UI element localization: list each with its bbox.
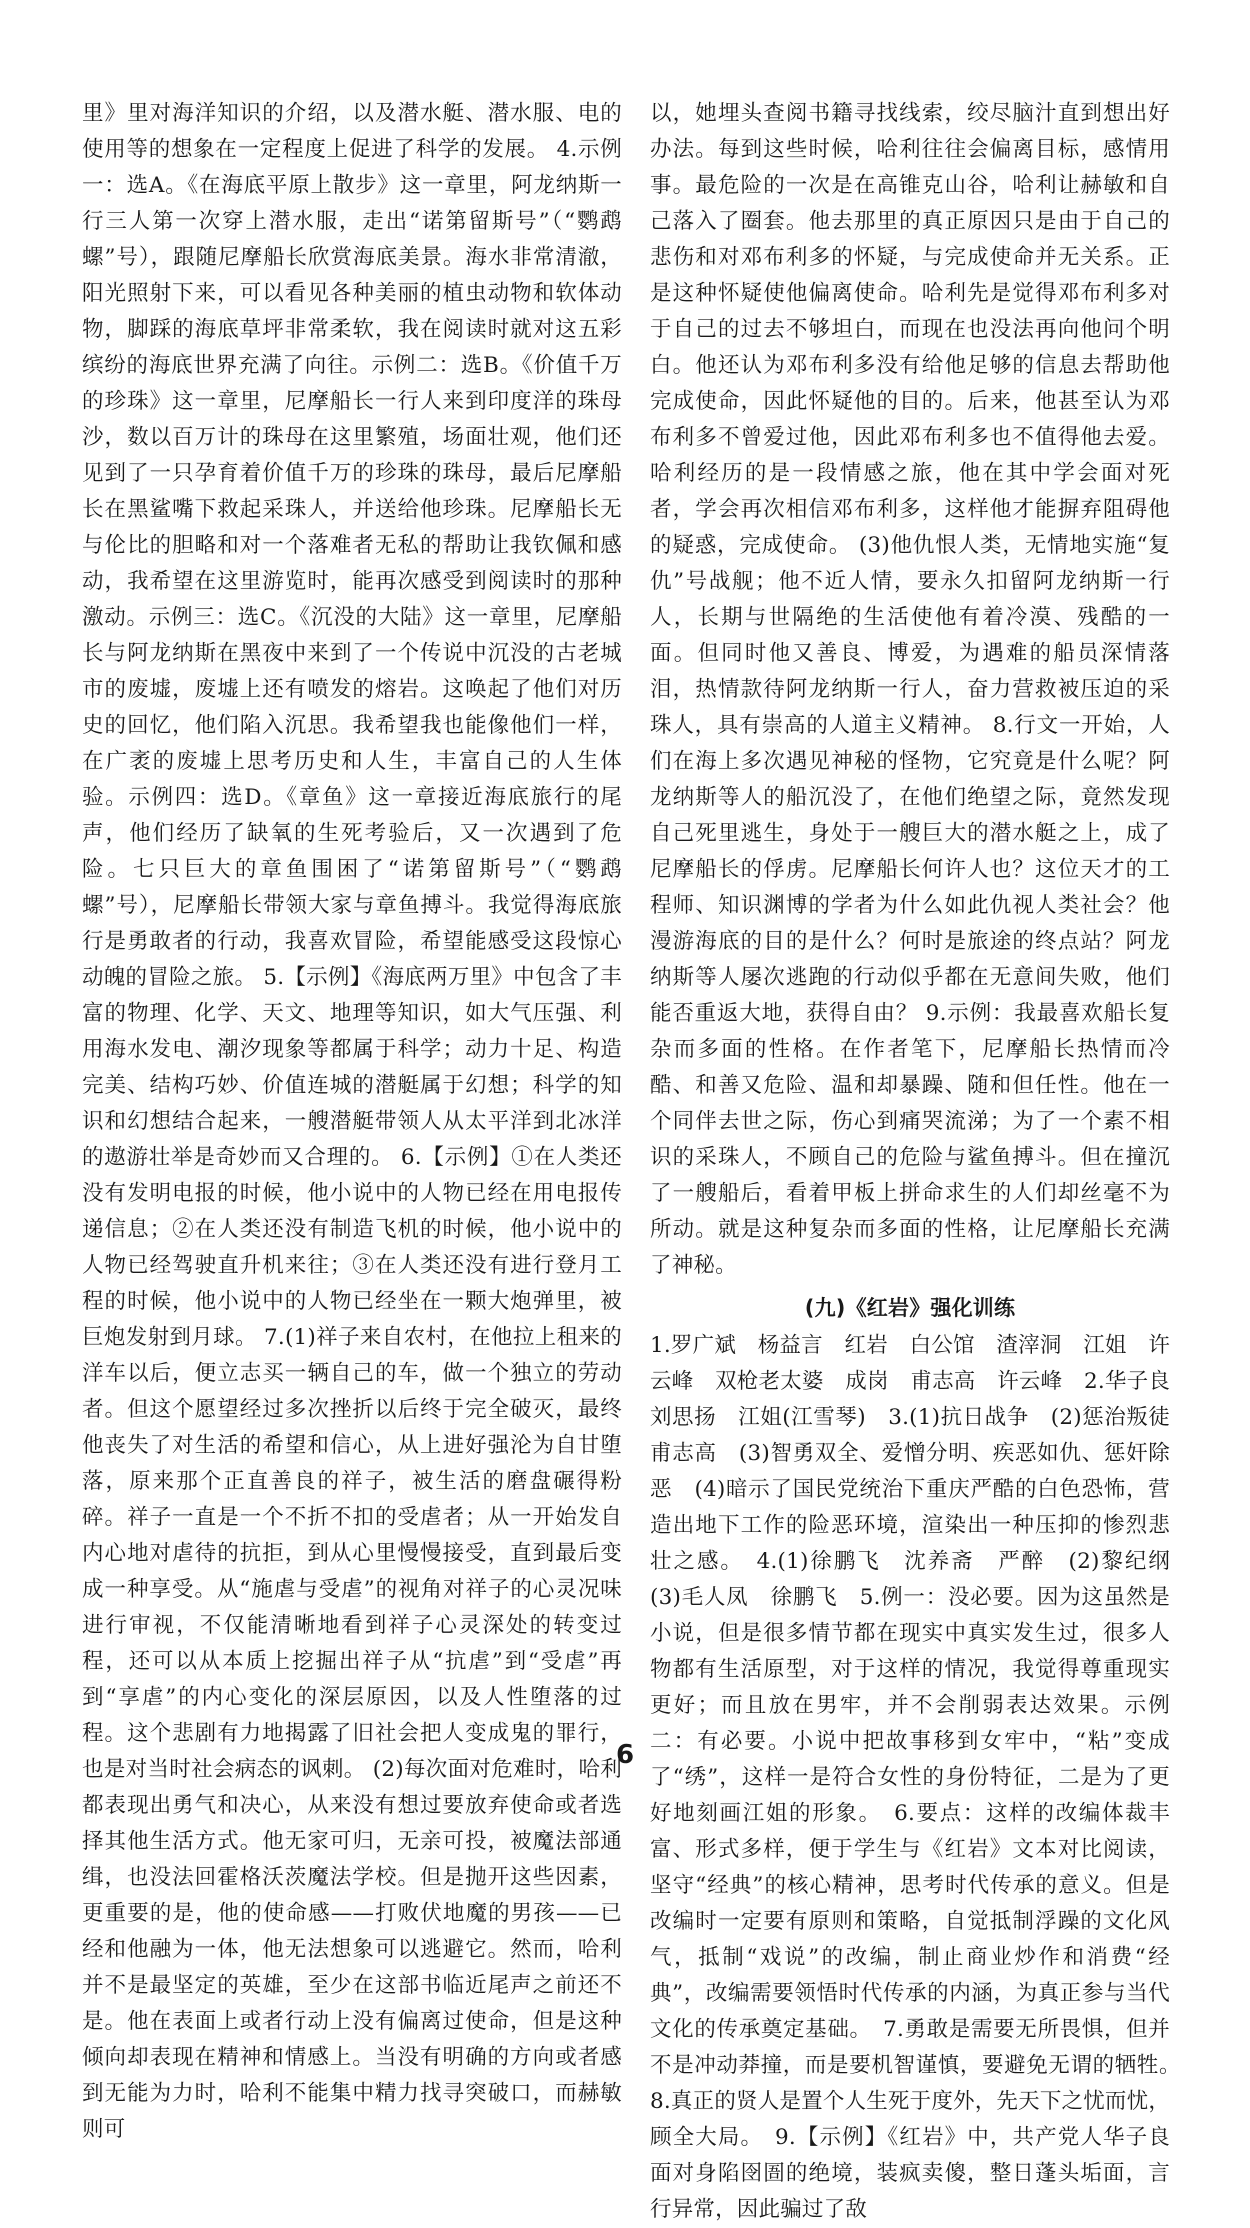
left-column-text: 里》里对海洋知识的介绍，以及潜水艇、潜水服、电的使用等的想象在一定程度上促进了科学的发展。 4.示例一：选A。《在海底平原上散步》这一章里，阿龙纳斯一行三人第一次穿上潜水服，走出“诺第留斯号”（“鹦鹉螺”号），跟随尼摩船长欣赏海底美景。海水非常清澈，阳光照射下来，可以看见各种美丽的植虫动物和软体动物，脚踩的海底草坪非常柔软，我在阅读时就对这五彩缤纷的海底世界充满了向往。示例二：选B。《价值千万的珍珠》这一章里，尼摩船长一行人来到印度洋的珠母沙，数以百万计的珠母在这里繁殖，场面壮观，他们还见到了一只孕育着价值千万的珍珠的珠母，最后尼摩船长在黑鲨嘴下救起采珠人，并送给他珍珠。尼摩船长无与伦比的胆略和对一个落难者无私的帮助让我钦佩和感动，我希望在这里游览时，能再次感受到阅读时的那种激动。示例三：选C。《沉没的大陆》这一章里，尼摩船长与阿龙纳斯在黑夜中来到了一个传说中沉没的古老城市的废墟，废墟上还有喷发的熔岩。这唤起了他们对历史的回忆，他们陷入沉思。我希望我也能像他们一样，在广袤的废墟上思考历史和人生，丰富自己的人生体验。示例四：选D。《章鱼》这一章接近海底旅行的尾声，他们经历了缺氧的生死考验后，又一次遇到了危险。七只巨大的章鱼围困了“诺第留斯号”（“鹦鹉螺”号），尼摩船长带领大家与章鱼搏斗。我觉得海底旅行是勇敢者的行动，我喜欢冒险，希望能感受这段惊心动魄的冒险之旅。 5.【示例】《海底两万里》中包含了丰富的物理、化学、天文、地理等知识，如大气压强、利用海水发电、潮汐现象等都属于科学；动力十足、构造完美、结构巧妙、价值连城的潜艇属于幻想；科学的知识和幻想结合起来，一艘潜艇带领人从太平洋到北冰洋的遨游壮举是奇妙而又合理的。 6.【示例】①在人类还没有发明电报的时候，他小说中的人物已经在用电报传递信息；②在人类还没有制造飞机的时候，他小说中的人物已经驾驶直升机来往；③在人类还没有进行登月工程的时候，他小说中的人物已经坐在一颗大炮弹里，被巨炮发射到月球。 7.(1)祥子来自农村，在他拉上租来的洋车以后，便立志买一辆自己的车，做一个独立的劳动者。但这个愿望经过多次挫折以后终于完全破灭，最终他丧失了对生活的希望和信心，从上进好强沦为自甘堕落，原来那个正直善良的祥子，被生活的磨盘碾得粉碎。祥子一直是一个不折不扣的受虐者；从一开始发自内心地对虐待的抗拒，到从心里慢慢接受，直到最后变成一种享受。从“施虐与受虐”的视角对祥子的心灵况味进行审视，不仅能清晰地看到祥子心灵深处的转变过程，还可以从本质上挖掘出祥子从“抗虐”到“受虐”再到“享虐”的内心变化的深层原因，以及人性堕落的过程。这个悲剧有力地揭露了旧社会把人变成鬼的罪行，也是对当时社会病态的讽刺。 (2)每次面对危难时，哈利都表现出勇气和决心，从来没有想过要放弃使命或者选择其他生活方式。他无家可归，无亲可投，被魔法部通缉，也没法回霍格沃茨魔法学校。但是抛开这些因素，更重要的是，他的使命感——打败伏地魔的男孩——已经和他融为一体，他无法想象可以逃避它。然而，哈利并不是最坚定的英雄，至少在这部书临近尾声之前还不是。他在表面上或者行动上没有偏离过使命，但是这种倾向却表现在精神和情感上。当没有明确的方向或者感到无能为力时，哈利不能集中精力找寻突破口，而赫敏则可: [82, 101, 622, 2142]
right-column: [650, 96, 1192, 2228]
right-column-text-before: 以，她埋头查阅书籍寻找线索，绞尽脑汁直到想出好办法。每到这些时候，哈利往往会偏离目标，感情用事。最危险的一次是在高锥克山谷，哈利让赫敏和自己落入了圈套。他去那里的真正原因只是由于自己的悲伤和对邓布利多的怀疑，与完成使命并无关系。正是这种怀疑使他偏离使命。哈利先是觉得邓布利多对于自己的过去不够坦白，而现在也没法再向他问个明白。他还认为邓布利多没有给他足够的信息去帮助他完成使命，因此怀疑他的目的。后来，他甚至认为邓布利多不曾爱过他，因此邓布利多也不值得他去爱。哈利经历的是一段情感之旅，他在其中学会面对死者，学会再次相信邓布利多，这样他才能摒弃阻碍他的疑惑，完成使命。 (3)他仇恨人类，无情地实施“复仇”号战舰；他不近人情，要永久扣留阿龙纳斯一行人，长期与世隔绝的生活使他有着冷漠、残酷的一面。但同时他又善良、博爱，为遇难的船员深情落泪，热情款待阿龙纳斯一行人，奋力营救被压迫的采珠人，具有崇高的人道主义精神。 8.行文一开始，人们在海上多次遇见神秘的怪物，它究竟是什么呢？阿龙纳斯等人的船沉没了，在他们绝望之际，竟然发现自己死里逃生，身处于一艘巨大的潜水艇之上，成了尼摩船长的俘虏。尼摩船长何许人也？这位天才的工程师、知识渊博的学者为什么如此仇视人类社会？他漫游海底的目的是什么？何时是旅途的终点站？阿龙纳斯等人屡次逃跑的行动似乎都在无意间失败，他们能否重返大地，获得自由？ 9.示例：我最喜欢船长复杂而多面的性格。在作者笔下，尼摩船长热情而冷酷、和善又危险、温和却暴躁、随和但任性。他在一个同伴去世之际，伤心到痛哭流涕；为了一个素不相识的采珠人，不顾自己的危险与鲨鱼搏斗。但在撞沉了一艘船后，看着甲板上拼命求生的人们却丝毫不为所动。就是这种复杂而多面的性格，让尼摩船长充满了神秘。: [650, 101, 1170, 1278]
right-column-text-after: 1.罗广斌 杨益言 红岩 白公馆 渣滓洞 江姐 许云峰 双枪老太婆 成岗 甫志高 许云峰 2.华子良 刘思扬 江姐(江雪琴) 3.(1)抗日战争 (2)惩治叛徒甫志高 (3)智勇双全、爱憎分明、疾恶如仇、惩奸除恶 (4)暗示了国民党统治下重庆严酷的白色恐怖，营造出地下工作的险恶环境，渲染出一种压抑的惨烈悲壮之感。 4.(1)徐鹏飞 沈养斋 严醉 (2)黎纪纲 (3)毛人凤 徐鹏飞 5.例一：没必要。因为这虽然是小说，但是很多情节都在现实中真实发生过，很多人物都有生活原型，对于这样的情况，我觉得尊重现实更好；而且放在男牢，并不会削弱表达效果。示例二：有必要。小说中把故事移到女牢中，“粘”变成了“绣”，这样一是符合女性的身份特征，二是为了更好地刻画江姐的形象。 6.要点：这样的改编体裁丰富、形式多样，便于学生与《红岩》文本对比阅读，坚守“经典”的核心精神，思考时代传承的意义。但是改编时一定要有原则和策略，自觉抵制浮躁的文化风气，抵制“戏说”的改编，制止商业炒作和消费“经典”，改编需要领悟时代传承的内涵，为真正参与当代文化的传承奠定基础。 7.勇敢是需要无所畏惧，但并不是冲动莽撞，而是要机智谨慎，要避免无谓的牺牲。 8.真正的贤人是置个人生死于度外，先天下之忧而忧，顾全大局。 9.【示例】《红岩》中，共产党人华子良面对身陷囹圄的绝境，装疯卖傻，整日蓬头垢面，言行异常，因此骗过了敌: [650, 1333, 1192, 2222]
page-number: 6: [615, 1740, 635, 1770]
section-title: (九)《红岩》强化训练: [804, 1296, 1016, 1320]
left-column: [82, 96, 622, 2148]
